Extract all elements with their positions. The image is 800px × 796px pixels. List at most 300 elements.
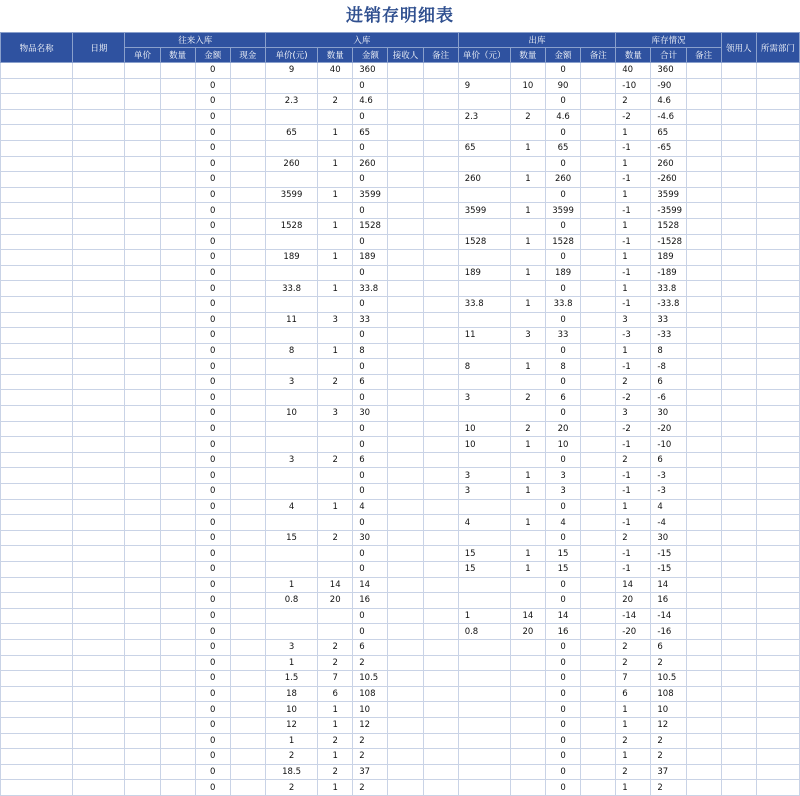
cell-empty[interactable] xyxy=(1,312,73,328)
cell-empty[interactable] xyxy=(73,686,125,702)
cell-vq[interactable]: 20 xyxy=(616,593,651,609)
cell-vq[interactable]: -1 xyxy=(616,234,651,250)
cell-empty[interactable] xyxy=(581,125,616,141)
cell-t[interactable]: 0 xyxy=(195,234,230,250)
cell-ia[interactable]: 30 xyxy=(353,406,388,422)
cell-op[interactable]: 8 xyxy=(458,359,510,375)
cell-ip[interactable] xyxy=(265,265,317,281)
cell-vt[interactable]: -4 xyxy=(651,515,686,531)
cell-oa[interactable]: 0 xyxy=(546,499,581,515)
cell-ip[interactable]: 18 xyxy=(265,686,317,702)
cell-ia[interactable]: 10 xyxy=(353,702,388,718)
cell-empty[interactable] xyxy=(721,702,756,718)
cell-ip[interactable] xyxy=(265,359,317,375)
cell-oa[interactable]: 3 xyxy=(546,468,581,484)
cell-empty[interactable] xyxy=(423,187,458,203)
cell-ia[interactable]: 10.5 xyxy=(353,671,388,687)
cell-oq[interactable]: 1 xyxy=(510,296,545,312)
cell-empty[interactable] xyxy=(73,406,125,422)
cell-oa[interactable]: 14 xyxy=(546,608,581,624)
cell-ia[interactable]: 33 xyxy=(353,312,388,328)
cell-empty[interactable] xyxy=(388,624,423,640)
cell-iq[interactable] xyxy=(318,203,353,219)
cell-vq[interactable]: 1 xyxy=(616,499,651,515)
cell-oq[interactable] xyxy=(510,374,545,390)
cell-empty[interactable] xyxy=(388,671,423,687)
cell-empty[interactable] xyxy=(1,281,73,297)
cell-oq[interactable]: 1 xyxy=(510,234,545,250)
cell-empty[interactable] xyxy=(1,374,73,390)
cell-t[interactable]: 0 xyxy=(195,639,230,655)
cell-iq[interactable] xyxy=(318,468,353,484)
cell-vq[interactable]: 2 xyxy=(616,733,651,749)
cell-iq[interactable] xyxy=(318,234,353,250)
cell-empty[interactable] xyxy=(686,203,721,219)
cell-vt[interactable]: -33.8 xyxy=(651,296,686,312)
cell-oq[interactable] xyxy=(510,499,545,515)
cell-empty[interactable] xyxy=(721,78,756,94)
cell-empty[interactable] xyxy=(756,390,799,406)
cell-empty[interactable] xyxy=(73,328,125,344)
cell-t[interactable]: 0 xyxy=(195,764,230,780)
cell-empty[interactable] xyxy=(756,374,799,390)
cell-oq[interactable] xyxy=(510,639,545,655)
cell-empty[interactable] xyxy=(125,639,160,655)
cell-vt[interactable]: 65 xyxy=(651,125,686,141)
cell-empty[interactable] xyxy=(73,78,125,94)
cell-vq[interactable]: 3 xyxy=(616,312,651,328)
cell-empty[interactable] xyxy=(1,78,73,94)
cell-iq[interactable]: 40 xyxy=(318,63,353,79)
cell-ip[interactable] xyxy=(265,562,317,578)
cell-iq[interactable] xyxy=(318,359,353,375)
cell-iq[interactable] xyxy=(318,421,353,437)
cell-empty[interactable] xyxy=(756,281,799,297)
cell-op[interactable]: 1528 xyxy=(458,234,510,250)
cell-op[interactable]: 10 xyxy=(458,437,510,453)
cell-t[interactable]: 0 xyxy=(195,281,230,297)
cell-empty[interactable] xyxy=(160,125,195,141)
cell-t[interactable]: 0 xyxy=(195,78,230,94)
cell-empty[interactable] xyxy=(581,343,616,359)
cell-empty[interactable] xyxy=(125,749,160,765)
cell-oq[interactable] xyxy=(510,577,545,593)
cell-vt[interactable]: -260 xyxy=(651,172,686,188)
cell-ip[interactable]: 65 xyxy=(265,125,317,141)
cell-empty[interactable] xyxy=(230,686,265,702)
cell-empty[interactable] xyxy=(388,733,423,749)
cell-empty[interactable] xyxy=(230,764,265,780)
cell-empty[interactable] xyxy=(581,484,616,500)
cell-ia[interactable]: 0 xyxy=(353,390,388,406)
cell-empty[interactable] xyxy=(756,140,799,156)
cell-empty[interactable] xyxy=(1,624,73,640)
cell-ip[interactable]: 1 xyxy=(265,655,317,671)
cell-oa[interactable]: 90 xyxy=(546,78,581,94)
cell-empty[interactable] xyxy=(686,764,721,780)
cell-oq[interactable] xyxy=(510,218,545,234)
cell-oq[interactable] xyxy=(510,671,545,687)
cell-ip[interactable] xyxy=(265,109,317,125)
cell-empty[interactable] xyxy=(160,78,195,94)
cell-t[interactable]: 0 xyxy=(195,328,230,344)
cell-empty[interactable] xyxy=(721,234,756,250)
cell-empty[interactable] xyxy=(721,406,756,422)
cell-empty[interactable] xyxy=(125,78,160,94)
cell-op[interactable] xyxy=(458,764,510,780)
cell-empty[interactable] xyxy=(125,172,160,188)
cell-ip[interactable] xyxy=(265,468,317,484)
cell-vt[interactable]: -3 xyxy=(651,484,686,500)
cell-op[interactable] xyxy=(458,406,510,422)
cell-ip[interactable] xyxy=(265,515,317,531)
cell-empty[interactable] xyxy=(756,655,799,671)
cell-empty[interactable] xyxy=(73,343,125,359)
cell-ia[interactable]: 360 xyxy=(353,63,388,79)
cell-empty[interactable] xyxy=(581,296,616,312)
cell-empty[interactable] xyxy=(721,359,756,375)
cell-empty[interactable] xyxy=(686,234,721,250)
cell-iq[interactable] xyxy=(318,437,353,453)
cell-op[interactable] xyxy=(458,717,510,733)
cell-empty[interactable] xyxy=(230,733,265,749)
cell-empty[interactable] xyxy=(73,374,125,390)
cell-vt[interactable]: -15 xyxy=(651,562,686,578)
cell-empty[interactable] xyxy=(686,63,721,79)
cell-empty[interactable] xyxy=(423,530,458,546)
cell-empty[interactable] xyxy=(1,296,73,312)
cell-t[interactable]: 0 xyxy=(195,499,230,515)
cell-empty[interactable] xyxy=(581,250,616,266)
cell-empty[interactable] xyxy=(423,140,458,156)
cell-empty[interactable] xyxy=(686,125,721,141)
cell-empty[interactable] xyxy=(125,187,160,203)
cell-empty[interactable] xyxy=(423,203,458,219)
cell-empty[interactable] xyxy=(756,63,799,79)
cell-empty[interactable] xyxy=(581,94,616,110)
cell-empty[interactable] xyxy=(230,156,265,172)
cell-empty[interactable] xyxy=(125,296,160,312)
cell-oa[interactable]: 189 xyxy=(546,265,581,281)
cell-empty[interactable] xyxy=(423,156,458,172)
cell-iq[interactable] xyxy=(318,608,353,624)
cell-empty[interactable] xyxy=(388,406,423,422)
cell-oa[interactable]: 0 xyxy=(546,343,581,359)
cell-ia[interactable]: 0 xyxy=(353,265,388,281)
cell-oa[interactable]: 15 xyxy=(546,562,581,578)
cell-iq[interactable]: 1 xyxy=(318,749,353,765)
cell-empty[interactable] xyxy=(721,265,756,281)
cell-empty[interactable] xyxy=(756,218,799,234)
cell-empty[interactable] xyxy=(125,359,160,375)
cell-empty[interactable] xyxy=(581,608,616,624)
cell-empty[interactable] xyxy=(686,452,721,468)
cell-empty[interactable] xyxy=(230,702,265,718)
cell-empty[interactable] xyxy=(160,312,195,328)
cell-t[interactable]: 0 xyxy=(195,530,230,546)
cell-empty[interactable] xyxy=(721,515,756,531)
cell-oq[interactable]: 1 xyxy=(510,468,545,484)
cell-empty[interactable] xyxy=(721,733,756,749)
cell-t[interactable]: 0 xyxy=(195,515,230,531)
cell-iq[interactable]: 2 xyxy=(318,530,353,546)
cell-empty[interactable] xyxy=(230,468,265,484)
cell-empty[interactable] xyxy=(160,686,195,702)
cell-empty[interactable] xyxy=(160,281,195,297)
cell-empty[interactable] xyxy=(756,328,799,344)
cell-op[interactable] xyxy=(458,686,510,702)
cell-empty[interactable] xyxy=(125,265,160,281)
cell-empty[interactable] xyxy=(721,187,756,203)
cell-oa[interactable]: 0 xyxy=(546,250,581,266)
cell-empty[interactable] xyxy=(230,639,265,655)
cell-empty[interactable] xyxy=(230,343,265,359)
cell-op[interactable] xyxy=(458,530,510,546)
cell-empty[interactable] xyxy=(125,437,160,453)
cell-vq[interactable]: -1 xyxy=(616,437,651,453)
cell-empty[interactable] xyxy=(686,156,721,172)
cell-op[interactable] xyxy=(458,577,510,593)
cell-empty[interactable] xyxy=(756,312,799,328)
cell-empty[interactable] xyxy=(721,296,756,312)
cell-empty[interactable] xyxy=(423,577,458,593)
cell-empty[interactable] xyxy=(73,94,125,110)
cell-empty[interactable] xyxy=(73,484,125,500)
cell-empty[interactable] xyxy=(581,562,616,578)
cell-ia[interactable]: 260 xyxy=(353,156,388,172)
cell-empty[interactable] xyxy=(388,63,423,79)
cell-ip[interactable]: 33.8 xyxy=(265,281,317,297)
cell-vq[interactable]: -1 xyxy=(616,140,651,156)
cell-empty[interactable] xyxy=(230,749,265,765)
cell-vq[interactable]: 2 xyxy=(616,764,651,780)
cell-t[interactable]: 0 xyxy=(195,359,230,375)
cell-empty[interactable] xyxy=(721,639,756,655)
cell-empty[interactable] xyxy=(160,484,195,500)
cell-oq[interactable] xyxy=(510,702,545,718)
cell-vt[interactable]: 30 xyxy=(651,406,686,422)
cell-ip[interactable]: 2.3 xyxy=(265,94,317,110)
cell-empty[interactable] xyxy=(388,577,423,593)
cell-empty[interactable] xyxy=(125,109,160,125)
cell-oq[interactable] xyxy=(510,452,545,468)
cell-empty[interactable] xyxy=(388,281,423,297)
cell-t[interactable]: 0 xyxy=(195,172,230,188)
cell-empty[interactable] xyxy=(230,577,265,593)
cell-ip[interactable] xyxy=(265,437,317,453)
cell-t[interactable]: 0 xyxy=(195,109,230,125)
cell-empty[interactable] xyxy=(73,546,125,562)
cell-empty[interactable] xyxy=(73,530,125,546)
cell-empty[interactable] xyxy=(1,406,73,422)
cell-empty[interactable] xyxy=(73,639,125,655)
cell-oq[interactable]: 14 xyxy=(510,608,545,624)
cell-empty[interactable] xyxy=(73,250,125,266)
cell-ip[interactable]: 1.5 xyxy=(265,671,317,687)
cell-op[interactable]: 0.8 xyxy=(458,624,510,640)
cell-ia[interactable]: 12 xyxy=(353,717,388,733)
cell-empty[interactable] xyxy=(125,328,160,344)
cell-oa[interactable]: 0 xyxy=(546,780,581,796)
cell-empty[interactable] xyxy=(230,406,265,422)
cell-empty[interactable] xyxy=(230,218,265,234)
cell-vt[interactable]: 16 xyxy=(651,593,686,609)
cell-empty[interactable] xyxy=(423,94,458,110)
cell-vq[interactable]: 2 xyxy=(616,530,651,546)
cell-empty[interactable] xyxy=(581,140,616,156)
cell-empty[interactable] xyxy=(423,78,458,94)
cell-ip[interactable]: 11 xyxy=(265,312,317,328)
cell-t[interactable]: 0 xyxy=(195,702,230,718)
cell-op[interactable] xyxy=(458,671,510,687)
cell-ia[interactable]: 0 xyxy=(353,608,388,624)
cell-empty[interactable] xyxy=(160,608,195,624)
cell-oa[interactable]: 0 xyxy=(546,187,581,203)
cell-vt[interactable]: 10 xyxy=(651,702,686,718)
cell-empty[interactable] xyxy=(581,577,616,593)
cell-ia[interactable]: 65 xyxy=(353,125,388,141)
cell-empty[interactable] xyxy=(125,546,160,562)
cell-empty[interactable] xyxy=(1,733,73,749)
cell-empty[interactable] xyxy=(423,390,458,406)
cell-empty[interactable] xyxy=(125,484,160,500)
cell-empty[interactable] xyxy=(160,187,195,203)
cell-t[interactable]: 0 xyxy=(195,484,230,500)
cell-empty[interactable] xyxy=(125,343,160,359)
cell-oq[interactable]: 1 xyxy=(510,265,545,281)
cell-empty[interactable] xyxy=(721,608,756,624)
cell-empty[interactable] xyxy=(581,686,616,702)
cell-iq[interactable]: 1 xyxy=(318,499,353,515)
cell-oq[interactable] xyxy=(510,733,545,749)
cell-vq[interactable]: 2 xyxy=(616,452,651,468)
cell-empty[interactable] xyxy=(160,639,195,655)
cell-t[interactable]: 0 xyxy=(195,312,230,328)
cell-vt[interactable]: -20 xyxy=(651,421,686,437)
cell-empty[interactable] xyxy=(721,468,756,484)
cell-vq[interactable]: -1 xyxy=(616,203,651,219)
cell-vt[interactable]: 6 xyxy=(651,374,686,390)
cell-ip[interactable]: 10 xyxy=(265,702,317,718)
cell-empty[interactable] xyxy=(721,484,756,500)
cell-empty[interactable] xyxy=(721,203,756,219)
cell-empty[interactable] xyxy=(581,281,616,297)
cell-empty[interactable] xyxy=(721,281,756,297)
cell-empty[interactable] xyxy=(721,749,756,765)
cell-ip[interactable]: 1 xyxy=(265,733,317,749)
cell-empty[interactable] xyxy=(230,281,265,297)
cell-ia[interactable]: 0 xyxy=(353,172,388,188)
cell-oq[interactable]: 20 xyxy=(510,624,545,640)
cell-empty[interactable] xyxy=(756,562,799,578)
cell-ip[interactable]: 2 xyxy=(265,749,317,765)
cell-empty[interactable] xyxy=(160,343,195,359)
cell-t[interactable]: 0 xyxy=(195,562,230,578)
cell-empty[interactable] xyxy=(1,421,73,437)
cell-empty[interactable] xyxy=(721,390,756,406)
cell-iq[interactable] xyxy=(318,546,353,562)
cell-empty[interactable] xyxy=(125,686,160,702)
cell-empty[interactable] xyxy=(686,671,721,687)
cell-op[interactable] xyxy=(458,312,510,328)
cell-vq[interactable]: -10 xyxy=(616,78,651,94)
cell-empty[interactable] xyxy=(230,94,265,110)
cell-empty[interactable] xyxy=(388,655,423,671)
cell-vq[interactable]: -2 xyxy=(616,421,651,437)
cell-empty[interactable] xyxy=(1,546,73,562)
cell-t[interactable]: 0 xyxy=(195,608,230,624)
cell-empty[interactable] xyxy=(160,702,195,718)
cell-empty[interactable] xyxy=(1,577,73,593)
cell-empty[interactable] xyxy=(125,281,160,297)
cell-empty[interactable] xyxy=(1,359,73,375)
cell-empty[interactable] xyxy=(756,172,799,188)
cell-vt[interactable]: -3 xyxy=(651,468,686,484)
cell-empty[interactable] xyxy=(160,328,195,344)
cell-vq[interactable]: -1 xyxy=(616,484,651,500)
cell-op[interactable]: 15 xyxy=(458,562,510,578)
cell-empty[interactable] xyxy=(73,265,125,281)
cell-empty[interactable] xyxy=(125,452,160,468)
cell-ip[interactable]: 3 xyxy=(265,639,317,655)
cell-vt[interactable]: 1528 xyxy=(651,218,686,234)
cell-empty[interactable] xyxy=(388,312,423,328)
cell-iq[interactable]: 1 xyxy=(318,702,353,718)
cell-empty[interactable] xyxy=(73,156,125,172)
cell-op[interactable]: 33.8 xyxy=(458,296,510,312)
cell-empty[interactable] xyxy=(230,546,265,562)
cell-vq[interactable]: -1 xyxy=(616,265,651,281)
cell-op[interactable]: 3 xyxy=(458,390,510,406)
cell-empty[interactable] xyxy=(581,639,616,655)
cell-oa[interactable]: 0 xyxy=(546,374,581,390)
cell-empty[interactable] xyxy=(686,530,721,546)
cell-empty[interactable] xyxy=(1,343,73,359)
cell-empty[interactable] xyxy=(1,499,73,515)
cell-empty[interactable] xyxy=(721,218,756,234)
cell-vq[interactable]: -1 xyxy=(616,515,651,531)
cell-empty[interactable] xyxy=(1,639,73,655)
cell-empty[interactable] xyxy=(73,63,125,79)
cell-oq[interactable]: 10 xyxy=(510,78,545,94)
cell-empty[interactable] xyxy=(230,328,265,344)
cell-empty[interactable] xyxy=(73,437,125,453)
cell-iq[interactable]: 1 xyxy=(318,343,353,359)
cell-empty[interactable] xyxy=(160,452,195,468)
cell-ia[interactable]: 6 xyxy=(353,452,388,468)
cell-iq[interactable] xyxy=(318,328,353,344)
cell-oa[interactable]: 16 xyxy=(546,624,581,640)
cell-empty[interactable] xyxy=(73,608,125,624)
cell-empty[interactable] xyxy=(756,639,799,655)
cell-ip[interactable]: 189 xyxy=(265,250,317,266)
cell-ia[interactable]: 0 xyxy=(353,515,388,531)
cell-vt[interactable]: 8 xyxy=(651,343,686,359)
cell-vt[interactable]: -3599 xyxy=(651,203,686,219)
cell-ia[interactable]: 0 xyxy=(353,109,388,125)
cell-ia[interactable]: 4 xyxy=(353,499,388,515)
cell-empty[interactable] xyxy=(1,172,73,188)
cell-empty[interactable] xyxy=(686,421,721,437)
cell-op[interactable] xyxy=(458,156,510,172)
cell-empty[interactable] xyxy=(160,109,195,125)
cell-ia[interactable]: 0 xyxy=(353,546,388,562)
cell-empty[interactable] xyxy=(388,452,423,468)
cell-ia[interactable]: 33.8 xyxy=(353,281,388,297)
cell-oa[interactable]: 0 xyxy=(546,406,581,422)
cell-vt[interactable]: 360 xyxy=(651,63,686,79)
cell-vt[interactable]: 37 xyxy=(651,764,686,780)
